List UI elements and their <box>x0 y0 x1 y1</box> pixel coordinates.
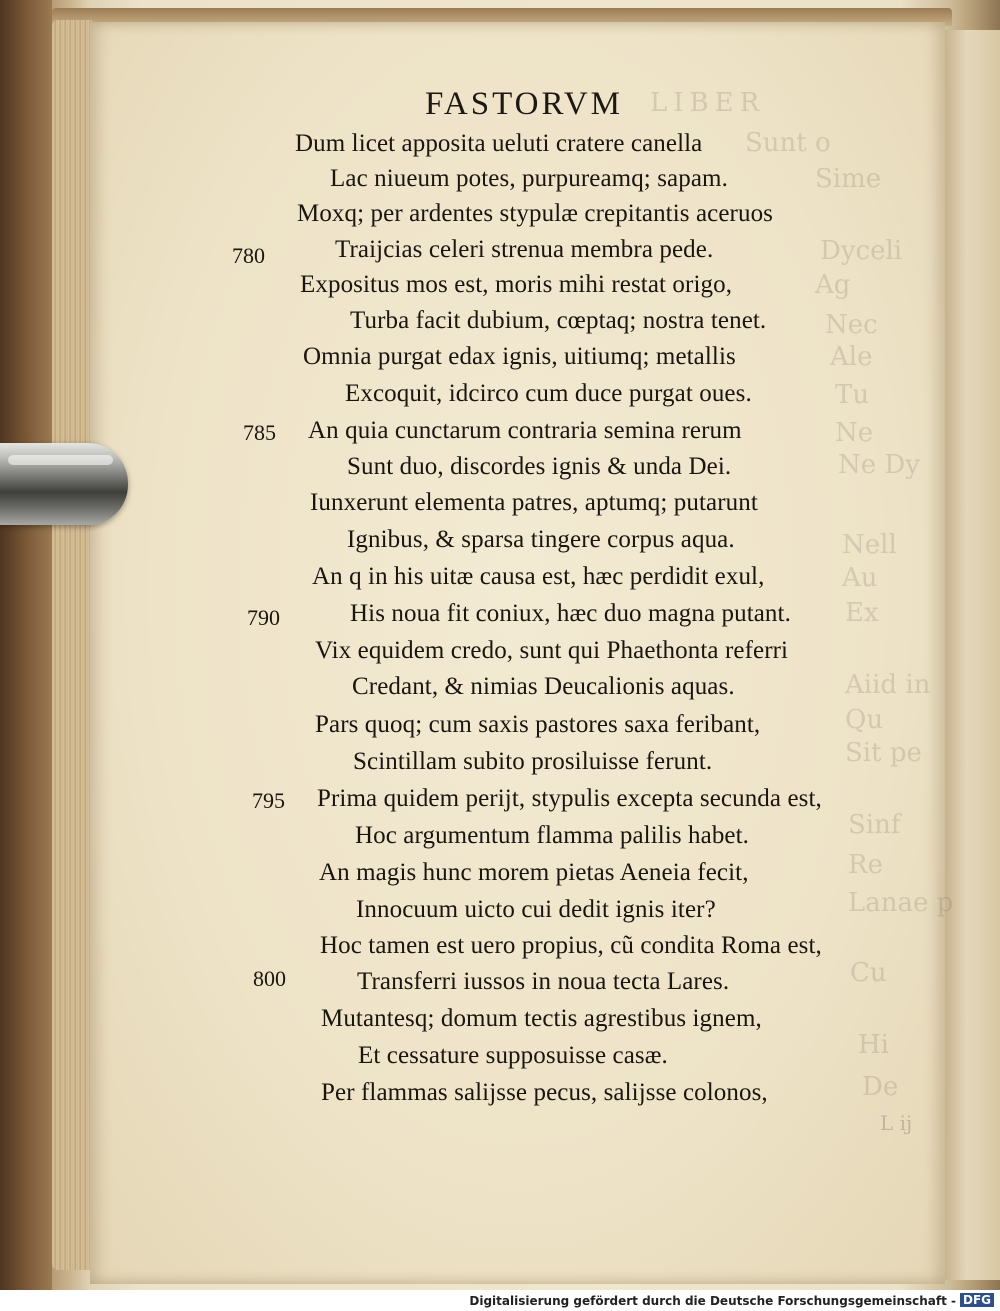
verse-line: Expositus mos est, moris mihi restat origo, <box>300 271 733 298</box>
verse-line: Mutantesq; domum tectis agrestibus ignem, <box>321 1005 762 1032</box>
verse-line: Ignibus, & sparsa tingere corpus aqua. <box>347 526 735 553</box>
line-number: 795 <box>252 788 285 813</box>
running-head: FASTORVM <box>425 86 624 122</box>
bleed-through-text: Sime <box>815 164 882 194</box>
bleed-through-text: Ale <box>830 342 873 372</box>
verse-line: An quia cunctarum contraria semina rerum <box>308 417 742 444</box>
bleed-through-text: De <box>862 1072 899 1102</box>
bleed-through-text: Nec <box>825 310 878 340</box>
verse-line: Transferri iussos in noua tecta Lares. <box>357 968 730 995</box>
verse-line: Excoquit, idcirco cum duce purgat oues. <box>345 380 752 407</box>
page-clamp-highlight <box>8 455 113 465</box>
verse-line: Scintillam subito prosiluisse ferunt. <box>353 748 713 775</box>
line-number: 790 <box>247 605 280 630</box>
verse-line: Hoc tamen est uero propius, cũ condita Roma est, <box>320 932 822 959</box>
verse-line: An q in his uitæ causa est, hæc perdidit exul, <box>312 563 765 590</box>
verse-line: An magis hunc morem pietas Aeneia fecit, <box>319 859 749 886</box>
bleed-through-text: Ne Dy <box>838 450 920 480</box>
verse-line: His noua fit coniux, hæc duo magna putant. <box>350 600 791 627</box>
verse-line: Per flammas salijsse pecus, salijsse colonos, <box>321 1079 768 1106</box>
bleed-through-text: Ne <box>835 418 874 448</box>
bleed-through-text: Aiid in <box>845 670 931 700</box>
bleed-through-text: Ag <box>815 270 851 300</box>
verse-line: Dum licet apposita ueluti cratere canella <box>295 130 703 157</box>
line-number: 780 <box>232 243 265 268</box>
dfg-logo: DFG <box>960 1293 994 1307</box>
facing-page <box>945 30 1000 1280</box>
verse-line: Credant, & nimias Deucalionis aquas. <box>352 673 735 700</box>
bleed-through-text: Au <box>842 563 878 593</box>
book-cover-edge <box>0 0 52 1290</box>
bleed-through-text: Sunt o <box>745 128 831 158</box>
verse-line: Omnia purgat edax ignis, uitiumq; metallis <box>303 343 736 370</box>
bleed-through-text: Cu <box>850 958 887 988</box>
verse-line: Moxq; per ardentes stypulæ crepitantis aceruos <box>297 200 773 227</box>
verse-line: Et cessature supposuisse casæ. <box>358 1042 668 1069</box>
bleed-through-text: Sit pe <box>845 738 922 768</box>
verse-line: Lac niueum potes, purpureamq; sapam. <box>330 165 728 192</box>
verse-line: Traijcias celeri strenua membra pede. <box>335 236 714 263</box>
bleed-through-text: Dyceli <box>820 236 903 266</box>
bleed-through-text: LIBER <box>650 88 766 118</box>
line-number: 785 <box>243 420 276 445</box>
bleed-through-text: Ex <box>845 598 879 628</box>
verse-line: Innocuum uicto cui dedit ignis iter? <box>356 896 716 923</box>
verse-line: Vix equidem credo, sunt qui Phaethonta referri <box>315 637 789 664</box>
line-number: 800 <box>253 966 286 991</box>
verse-line: Prima quidem perijt, stypulis excepta secunda est, <box>317 785 822 812</box>
bleed-through-text: Nell <box>842 530 897 560</box>
verse-line: Sunt duo, discordes ignis & unda Dei. <box>347 453 732 480</box>
verse-line: Hoc argumentum flamma palilis habet. <box>355 822 750 849</box>
funding-credit: Digitalisierung gefördert durch die Deutsche Forschungsgemeinschaft - <box>469 1294 956 1308</box>
verse-line: Pars quoq; cum saxis pastores saxa feribant, <box>315 711 761 738</box>
bleed-through-text: Lanae p <box>848 888 954 918</box>
bleed-through-text: Sinf <box>848 810 901 840</box>
bleed-through-text: Re <box>848 850 883 880</box>
verse-line: Turba facit dubium, cœptaq; nostra tenet. <box>350 307 767 334</box>
verse-line: Iunxerunt elementa patres, aptumq; putarunt <box>310 489 758 516</box>
bleed-through-text: Hi <box>858 1030 889 1060</box>
bleed-through-text: Tu <box>835 380 870 410</box>
bleed-through-text: Qu <box>845 705 884 735</box>
page-edges <box>52 20 92 1270</box>
signature-mark: L ij <box>880 1111 913 1135</box>
